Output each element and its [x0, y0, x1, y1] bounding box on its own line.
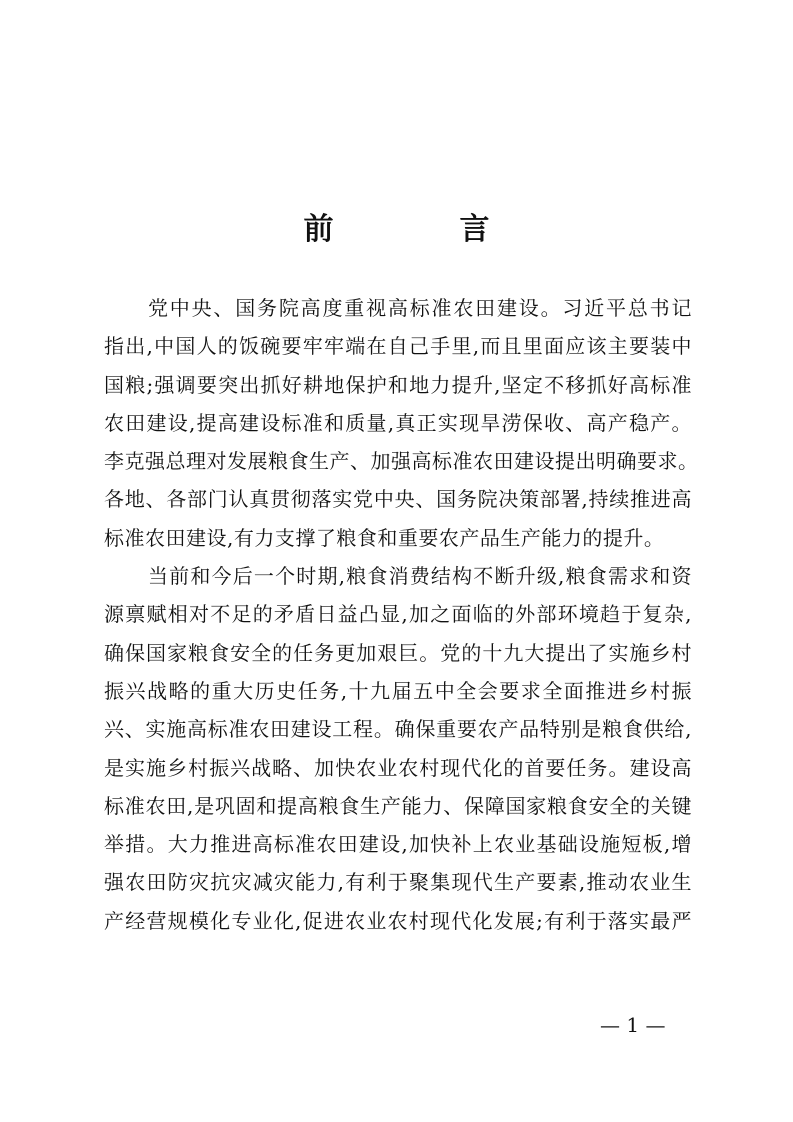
- paragraph-line: 各地、各部门认真贯彻落实党中央、国务院决策部署,持续推进高: [104, 487, 692, 512]
- paragraph-line: 国粮;强调要突出抓好耕地保护和地力提升,坚定不移抓好高标准: [104, 372, 692, 397]
- paragraph-line: 指出,中国人的饭碗要牢牢端在自己手里,而且里面应该主要装中: [104, 334, 692, 359]
- paragraph-line: 标准农田建设,有力支撑了粮食和重要农产品生产能力的提升。: [104, 525, 665, 550]
- paragraph-line: 农田建设,提高建设标准和质量,真正实现旱涝保收、高产稳产。: [104, 410, 692, 435]
- paragraph-line: 党中央、国务院高度重视高标准农田建设。习近平总书记: [148, 296, 692, 320]
- paragraph-line: 兴、实施高标准农田建设工程。确保重要农产品特别是粮食供给,: [104, 717, 692, 742]
- paragraph-line: 强农田防灾抗灾减灾能力,有利于聚集现代生产要素,推动农业生: [104, 870, 692, 895]
- paragraph-line: 当前和今后一个时期,粮食消费结构不断升级,粮食需求和资: [148, 564, 692, 589]
- paragraph-line: 产经营规模化专业化,促进农业农村现代化发展;有利于落实最严: [104, 908, 692, 933]
- paragraph-line: 是实施乡村振兴战略、加快农业农村现代化的首要任务。建设高: [104, 755, 692, 780]
- page-title: 前 言: [303, 212, 538, 247]
- paragraph-line: 确保国家粮食安全的任务更加艰巨。党的十九大提出了实施乡村: [104, 640, 692, 665]
- paragraph-line: 举措。大力推进高标准农田建设,加快补上农业基础设施短板,增: [104, 832, 692, 857]
- paragraph-line: 振兴战略的重大历史任务,十九届五中全会要求全面推进乡村振: [104, 678, 692, 703]
- paragraph-line: 源禀赋相对不足的矛盾日益凸显,加之面临的外部环境趋于复杂,: [104, 602, 692, 627]
- page-number: — 1 —: [600, 1013, 666, 1037]
- body-text: [104, 289, 699, 940]
- paragraph-line: 标准农田,是巩固和提高粮食生产能力、保障国家粮食安全的关键: [104, 793, 692, 818]
- paragraph-line: 李克强总理对发展粮食生产、加强高标准农田建设提出明确要求。: [104, 449, 699, 474]
